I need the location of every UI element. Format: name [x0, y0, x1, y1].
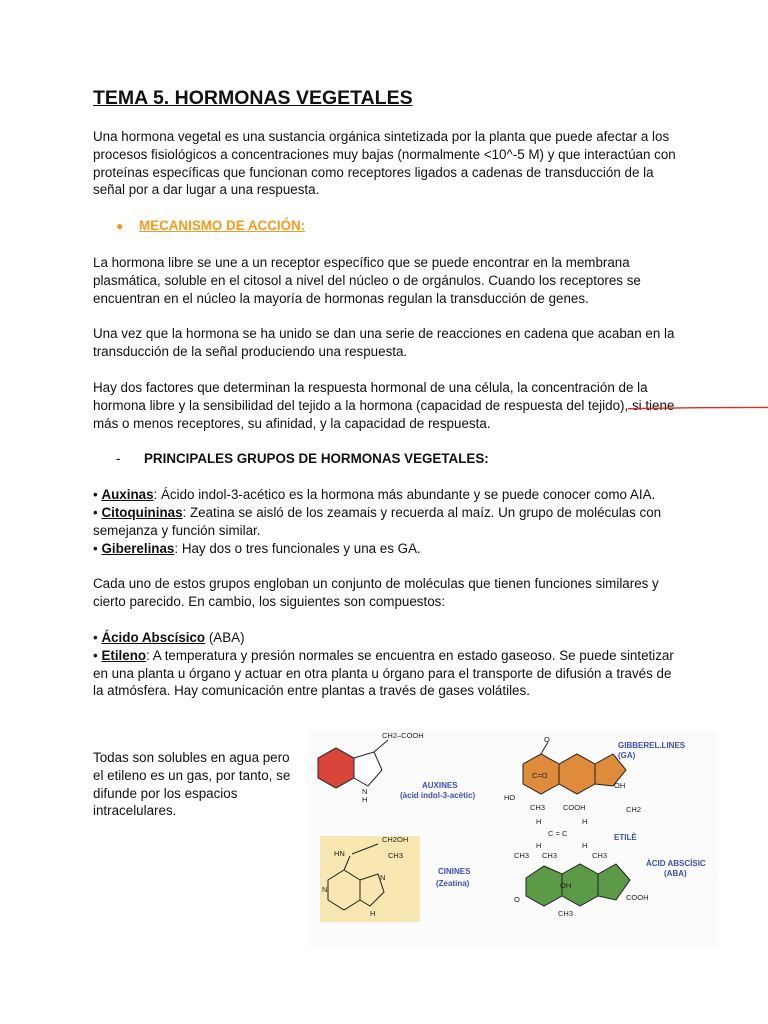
zeatin-ch2oh: CH2OH	[382, 835, 409, 844]
term-acido-abscisico: Ácido Abscísico	[101, 629, 206, 645]
term-auxinas: Auxinas	[101, 487, 154, 503]
group-item-giberelinas	[93, 540, 683, 558]
desc-aba: (ABA)	[205, 629, 245, 645]
term-citoquininas: Citoquininas	[101, 504, 183, 520]
document-page	[93, 86, 683, 700]
auxin-ch2cooh: CH2–COOH	[382, 731, 424, 740]
zeatin-n2: N	[380, 873, 386, 882]
bullet: •	[93, 647, 98, 663]
red-strikethrough	[628, 406, 768, 410]
desc-citoquininas: : Zeatina se aisló de los zeamais y recuerda al maíz. Un grupo de moléculas con semejanza y función similar.	[93, 504, 662, 538]
gib-ch3: CH3	[530, 803, 546, 812]
hormone-structures-figure	[308, 730, 718, 948]
desc-etileno: : A temperatura y presión normales se encuentra en estado gaseoso. Se puede sintetizar en una planta u órgano y actuar en otra planta u órgano para el transporte de difusión a través de la atmósfera. Hay comunicación entre plantas a través de gases volátiles.	[93, 647, 674, 699]
term-etileno: Etileno	[101, 647, 147, 663]
etile-label: ETILÈ	[614, 833, 637, 842]
zeatin-h: H	[370, 909, 376, 918]
mechanism-heading	[116, 217, 683, 236]
auxin-h: H	[362, 795, 368, 804]
zeatin-hn: HN	[334, 849, 345, 858]
mechanism-paragraph-3	[93, 379, 683, 432]
auxines-label: AUXINES	[422, 781, 458, 790]
bullet: •	[93, 487, 98, 503]
gib-oh: OH	[614, 781, 626, 790]
ethylene-h1: H	[536, 817, 542, 826]
groups-heading-text: PRINCIPALES GRUPOS DE HORMONAS VEGETALES:	[144, 451, 489, 467]
aba-ch3-2: CH3	[542, 851, 558, 860]
cinines-label: CININES	[438, 867, 471, 876]
ethylene-h3: H	[536, 841, 542, 850]
ethylene-h4: H	[582, 841, 588, 850]
bullet: •	[93, 540, 98, 556]
aba-oh: OH	[560, 881, 572, 890]
zeatin-n1: N	[322, 885, 328, 894]
term-giberelinas: Giberelinas	[101, 540, 175, 556]
bullet: •	[93, 504, 98, 520]
auxin-n: N	[362, 787, 368, 796]
closing-paragraph: Todas son solubles en agua pero el etileno es un gas, por tanto, se difunde por los espacios intracelulares.	[93, 750, 291, 819]
intro-paragraph: Una hormona vegetal es una sustancia orgánica sintetizada por la planta que puede afectar a los procesos fisiológicos a concentraciones muy bajas (normalmente <10^-5 M) y que interactúan con proteínas específicas que funcionan como receptores ligados a cadenas de transducción de la señal por a dar lugar a una respuesta.	[93, 129, 676, 198]
aba-cooh: COOH	[626, 893, 649, 902]
gib-ho: HO	[504, 793, 516, 802]
bullet: •	[93, 629, 98, 645]
groups-middle-paragraph: Cada uno de estos grupos engloban un conjunto de moléculas que tienen funciones similares y cierto parecido. En cambio, los siguientes son compuestos:	[93, 576, 659, 610]
aba-label: ÀCID ABSCÍSIC	[646, 859, 706, 868]
mechanism-paragraph-2: Una vez que la hormona se ha unido se dan una serie de reacciones en cadena que acaban en la transducción de la señal produciendo una respuesta.	[93, 326, 675, 360]
mechanism-heading-text: MECANISMO DE ACCIÓN:	[139, 218, 306, 234]
page-title: TEMA 5. HORMONAS VEGETALES	[93, 87, 413, 109]
auxines-sublabel: (àcid indol-3-acètic)	[400, 791, 476, 800]
group-item-auxinas	[93, 486, 683, 504]
aba-ch3-4: CH3	[558, 909, 574, 918]
compound-item-aba	[93, 629, 683, 647]
group-item-citoquininas	[93, 504, 683, 540]
cinines-sublabel: (Zeatina)	[436, 879, 470, 888]
gibberellines-label: GIBBEREL.LINES	[618, 741, 686, 750]
groups-heading	[116, 450, 683, 468]
bullet-dot: ●	[116, 219, 124, 234]
mechanism-paragraph-3-text: Hay dos factores que determinan la respuesta hormonal de una célula, la concentración de la hormona libre y la sensibilidad del tejido a la hormona (capacidad de respuesta del tejido),	[93, 379, 648, 413]
gibberellines-sublabel: (GA)	[618, 751, 636, 760]
gib-co: C=O	[532, 771, 548, 780]
aba-o: O	[514, 895, 520, 904]
mechanism-paragraph-1: La hormona libre se une a un receptor específico que se puede encontrar en la membrana plasmática, soluble en el citosol a nivel del núcleo o de orgánulos. Cuando los receptores se encuentran en el núcleo la mayoría de hormonas regulan la transducción de genes.	[93, 254, 641, 306]
zeatin-ch3: CH3	[388, 851, 404, 860]
aba-ch3-1: CH3	[514, 851, 530, 860]
gib-o: O	[544, 735, 550, 744]
struck-text-content: si tiene más o menos receptores, su afinidad, y la capacidad de respuesta.	[93, 397, 675, 431]
gib-ch2: CH2	[626, 805, 642, 814]
gib-cooh: COOH	[563, 803, 586, 812]
aba-ch3-3: CH3	[592, 851, 608, 860]
ethylene-h2: H	[582, 817, 588, 826]
desc-auxinas: : Ácido indol-3-acético es la hormona más abundante y se puede conocer como AIA.	[153, 487, 656, 503]
dash-marker: -	[116, 451, 121, 467]
compound-item-etileno	[93, 647, 683, 700]
aba-sublabel: (ABA)	[664, 869, 687, 878]
ethylene-cc: C = C	[548, 829, 568, 838]
desc-giberelinas: : Hay dos o tres funcionales y una es GA.	[174, 540, 421, 556]
